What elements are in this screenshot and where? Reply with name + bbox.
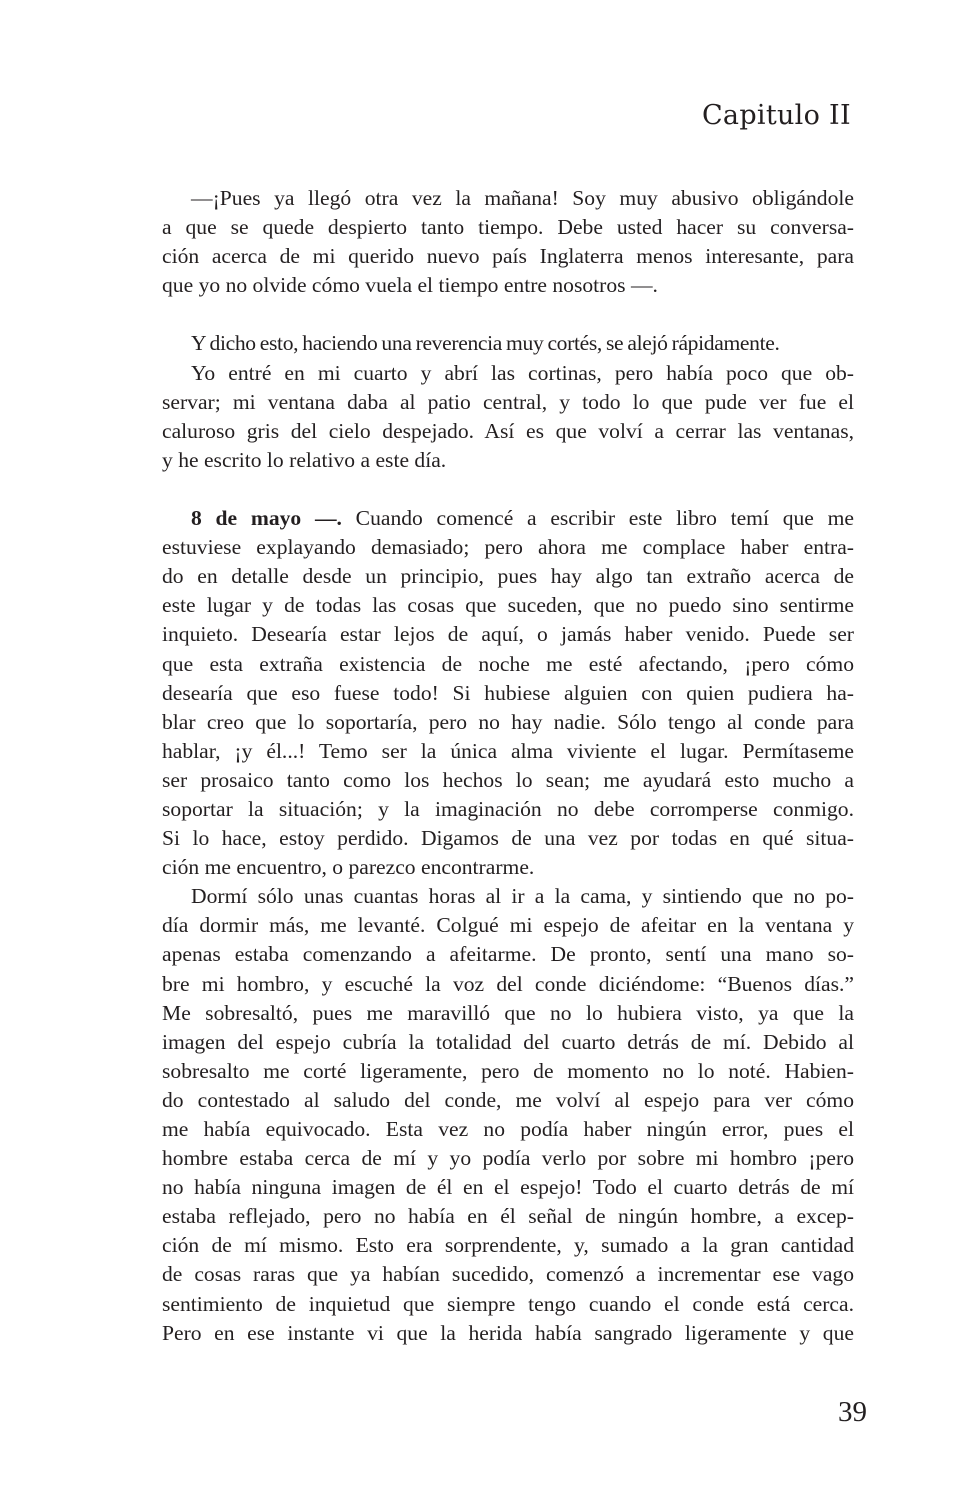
- text-line: desearía que eso fuese todo! Si hubiese alguien con quien pudiera ha-: [162, 680, 854, 705]
- text-line: servar; mi ventana daba al patio central, y todo lo que pude ver fue el: [162, 389, 854, 414]
- text-line: a que se quede despierto tanto tiempo. Debe usted hacer su conversa-: [162, 215, 854, 240]
- date-line-text: Cuando comencé a escribir este libro temí que me: [341, 506, 854, 531]
- text-line: ción de mí mismo. Esto era sorprendente, y, sumado a la gran cantidad: [162, 1233, 854, 1258]
- text-line: Si lo hace, estoy perdido. Digamos de una vez por todas en qué situa-: [162, 826, 854, 851]
- text-line: me había equivocado. Esta vez no podía haber ningún error, pues el: [162, 1117, 854, 1141]
- text-line: que yo no olvide cómo vuela el tiempo entre nosotros —.: [162, 273, 658, 298]
- body-text: [162, 184, 854, 1348]
- text-line: sobresalto me corté ligeramente, pero de momento no lo noté. Habien-: [162, 1058, 854, 1083]
- chapter-title: Capitulo II: [701, 100, 851, 131]
- paragraph-spacer: [162, 475, 854, 504]
- text-line: do contestado al saludo del conde, me volví al espejo para ver cómo: [162, 1087, 854, 1112]
- paragraph-1: [162, 184, 854, 300]
- text-line: bre mi hombro, y escuché la voz del conde diciéndome: “Buenos días.”: [162, 971, 854, 996]
- page-number: 39: [838, 1396, 867, 1428]
- text-line: estuviese explayando demasiado; pero ahora me complace haber entra-: [162, 535, 854, 560]
- text-line: Dormí sólo unas cuantas horas al ir a la cama, y sintiendo que no po-: [191, 884, 854, 909]
- text-line: caluroso gris del cielo despejado. Así es que volví a cerrar las ventanas,: [162, 418, 854, 443]
- diary-date: 8 de mayo —.: [191, 506, 342, 531]
- text-line: ción acerca de mi querido nuevo país Inglaterra menos interesante, para: [162, 244, 854, 269]
- text-line: hombre estaba cerca de mí y yo podía verlo por sobre mi hombro ¡pero: [162, 1146, 854, 1171]
- paragraph-4: [162, 504, 854, 882]
- text-line: [162, 504, 854, 533]
- text-line: soportar la situación; y la imaginación no debe corromperse conmigo.: [162, 796, 854, 821]
- text-line: sentimiento de inquietud que siempre tengo cuando el conde está cerca.: [162, 1291, 854, 1316]
- text-line: no había ninguna imagen de él en el espejo! Todo el cuarto detrás de mí: [162, 1175, 854, 1200]
- text-line: ción me encuentro, o parezco encontrarme.: [162, 855, 535, 880]
- text-line: imagen del espejo cubría la totalidad del cuarto detrás de mí. Debido al: [162, 1029, 854, 1054]
- text-line: blar creo que lo soportaría, pero no hay nadie. Sólo tengo al conde para: [162, 709, 854, 734]
- text-line: y he escrito lo relativo a este día.: [162, 447, 447, 472]
- text-line: —¡Pues ya llegó otra vez la mañana! Soy muy abusivo obligándole: [191, 186, 854, 210]
- text-line: inquieto. Desearía estar lejos de aquí, o jamás haber venido. Puede ser: [162, 622, 854, 647]
- text-line: Me sobresaltó, pues me maravilló que no lo hubiera visto, ya que la: [162, 1000, 854, 1025]
- text-line: estaba reflejado, pero no había en él señal de ningún hombre, a excep-: [162, 1204, 854, 1229]
- text-line: hablar, ¡y él...! Temo ser la única alma viviente el lugar. Permítaseme: [162, 738, 854, 763]
- paragraph-5: [162, 882, 854, 1348]
- paragraph-3: [162, 359, 854, 475]
- text-line: día dormir más, me levanté. Colgué mi espejo de afeitar en la ventana y: [162, 913, 854, 938]
- text-line: que esta extraña existencia de noche me esté afectando, ¡pero cómo: [162, 651, 854, 676]
- text-line: este lugar y de todas las cosas que suceden, que no puedo sino sentirme: [162, 593, 854, 618]
- paragraph-spacer: [162, 300, 854, 329]
- text-line: apenas estaba comenzando a afeitarme. De pronto, sentí una mano so-: [162, 942, 854, 967]
- paragraph-2: [162, 329, 854, 358]
- text-line: do en detalle desde un principio, pues hay algo tan extraño acerca de: [162, 564, 854, 589]
- text-line: Pero en ese instante vi que la herida había sangrado ligeramente y que: [162, 1320, 854, 1345]
- text-line: Yo entré en mi cuarto y abrí las cortinas, pero había poco que ob-: [191, 360, 854, 385]
- text-line: Y dicho esto, haciendo una reverencia muy cortés, se alejó rápidamente.: [191, 331, 780, 356]
- text-line: de cosas raras que ya habían sucedido, comenzó a incrementar ese vago: [162, 1262, 854, 1287]
- text-line: ser prosaico tanto como los hechos lo sean; me ayudará esto mucho a: [162, 767, 854, 792]
